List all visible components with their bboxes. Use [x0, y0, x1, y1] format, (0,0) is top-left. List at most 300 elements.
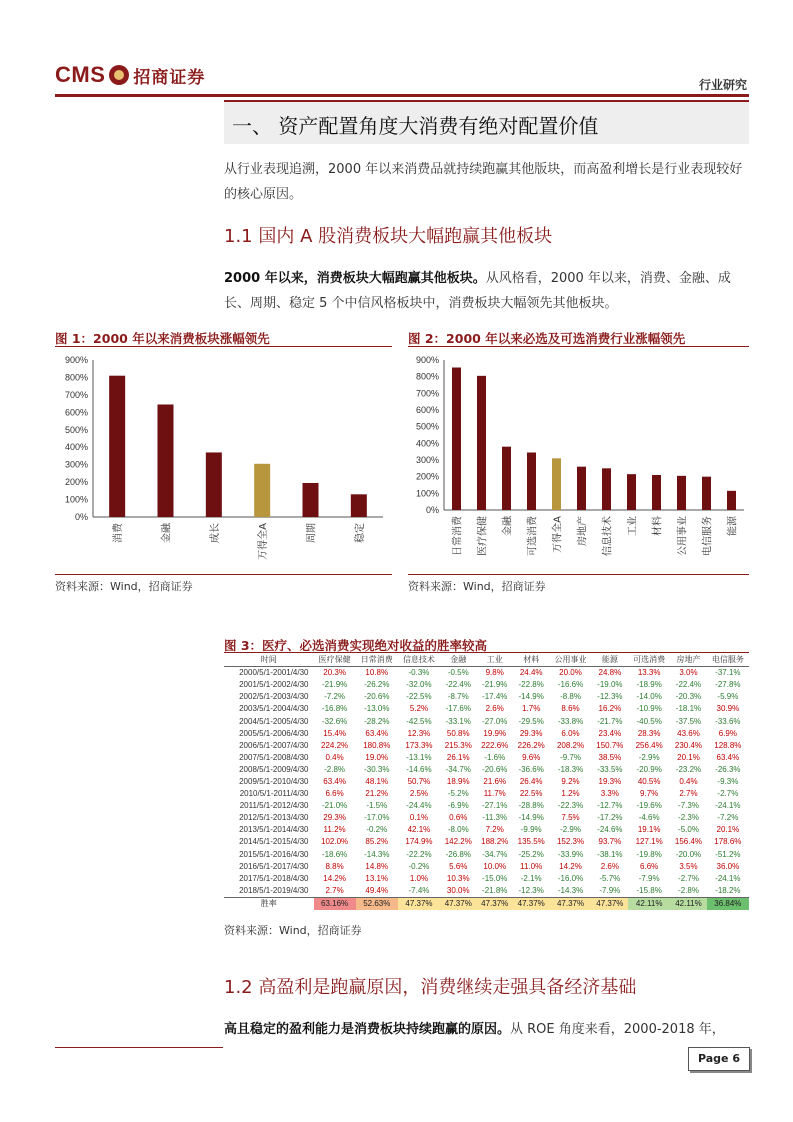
- table-row: [224, 715, 749, 727]
- x-category-label: 金融: [161, 523, 173, 543]
- return-cell: 20.1%: [677, 752, 700, 762]
- bar: [577, 467, 586, 510]
- figure2-bottom-rule: [408, 574, 749, 575]
- return-cell: 49.4%: [365, 885, 389, 895]
- lead-text: 从风格看，2000 年以来，消费、金融、成长、周期、稳定 5 个中信风格板块中，消费板块大幅领先其他板块。: [224, 271, 731, 311]
- return-cell: -14.3%: [364, 849, 390, 859]
- return-cell: -20.9%: [636, 764, 662, 774]
- return-cell: -11.3%: [482, 813, 508, 823]
- return-cell: -30.3%: [364, 764, 390, 774]
- figure2-bar-chart: [408, 350, 749, 575]
- win-rate-label: 胜率: [224, 897, 314, 910]
- return-cell: 0.6%: [449, 813, 468, 823]
- x-category-label: 可选消费: [527, 516, 539, 556]
- return-cell: 230.4%: [674, 740, 703, 750]
- x-category-label: 万得全A: [552, 516, 564, 553]
- table-row: [224, 824, 749, 836]
- period-cell: 2005/5/1-2006/4/30: [239, 728, 309, 738]
- y-tick-label: 100%: [64, 494, 88, 505]
- return-cell: -21.0%: [321, 801, 348, 811]
- y-tick-label: 700%: [64, 389, 88, 400]
- return-cell: -2.3%: [678, 813, 699, 823]
- bar: [351, 494, 367, 517]
- return-cell: -14.6%: [406, 764, 432, 774]
- return-cell: 226.2%: [517, 740, 545, 750]
- y-tick-label: 700%: [415, 388, 439, 399]
- lead-bold-text: 2000 年以来，消费板块大幅跑赢其他板块。: [224, 271, 486, 286]
- return-cell: -4.6%: [638, 813, 660, 823]
- period-cell: 2003/5/1-2004/4/30: [239, 704, 309, 714]
- return-cell: -29.5%: [518, 716, 544, 726]
- return-cell: 20.3%: [323, 668, 346, 678]
- return-cell: 6.6%: [640, 861, 659, 871]
- y-tick-label: 600%: [64, 407, 88, 418]
- column-header: 医疗保健: [314, 654, 356, 667]
- return-cell: -2.9%: [560, 825, 581, 835]
- bar: [206, 452, 222, 517]
- return-cell: 2.5%: [409, 789, 429, 799]
- return-cell: -2.9%: [638, 752, 660, 762]
- return-cell: 29.3%: [519, 728, 543, 738]
- page-number: Page 6: [688, 1047, 750, 1071]
- figure2-rule: [408, 346, 749, 347]
- return-cell: 3.5%: [679, 861, 698, 871]
- column-header-period: 时间: [224, 654, 314, 667]
- figure3-rule: [224, 652, 749, 653]
- bar: [502, 447, 511, 510]
- return-cell: -33.6%: [715, 716, 741, 726]
- x-category-label: 稳定: [354, 523, 366, 543]
- table-row: [224, 740, 749, 752]
- return-cell: 127.1%: [635, 837, 663, 847]
- table-row: [224, 849, 749, 861]
- intro-paragraph: 从行业表现追溯，2000 年以来消费品就持续跑赢其他版块，而高盈利增长是行业表现较好的核心原因。: [224, 162, 743, 202]
- return-cell: -9.3%: [717, 776, 739, 786]
- return-cell: 8.6%: [561, 704, 580, 714]
- return-cell: 28.3%: [637, 728, 661, 738]
- column-header: 公用事业: [549, 654, 591, 667]
- win-rate-cell: 47.37%: [398, 897, 440, 910]
- return-cell: 2.6%: [600, 861, 619, 871]
- y-tick-label: 400%: [415, 438, 439, 449]
- return-cell: -34.7%: [445, 764, 471, 774]
- return-cell: -20.6%: [364, 692, 390, 702]
- return-cell: 48.1%: [365, 776, 389, 786]
- table-row: [224, 667, 749, 680]
- return-cell: -23.2%: [675, 764, 702, 774]
- return-cell: -21.7%: [597, 716, 623, 726]
- return-cell: 14.2%: [559, 861, 582, 871]
- period-cell: 2013/5/1-2014/4/30: [239, 825, 309, 835]
- figure2-title: 图 2：2000 年以来必选及可选消费行业涨幅领先: [408, 331, 686, 346]
- return-cell: -2.7%: [678, 873, 699, 883]
- return-cell: -19.0%: [597, 680, 623, 690]
- bar: [254, 464, 270, 517]
- x-category-label: 万得全A: [258, 523, 270, 560]
- column-header: 电信服务: [707, 654, 749, 667]
- return-cell: -26.2%: [364, 680, 390, 690]
- return-cell: 93.7%: [598, 837, 622, 847]
- figure1-bar-chart: [55, 350, 392, 575]
- win-rate-cell: 42.11%: [628, 897, 670, 910]
- return-cell: -17.4%: [482, 692, 508, 702]
- return-cell: 12.3%: [407, 728, 431, 738]
- bar: [702, 477, 711, 510]
- x-category-label: 成长: [209, 523, 221, 543]
- return-cell: 18.9%: [446, 776, 470, 786]
- return-cell: 152.3%: [556, 837, 585, 847]
- return-cell: 256.4%: [635, 740, 663, 750]
- return-cell: 50.8%: [446, 728, 470, 738]
- return-cell: 5.2%: [409, 704, 429, 714]
- return-cell: 208.2%: [556, 740, 585, 750]
- win-rate-cell: 47.37%: [440, 897, 476, 910]
- return-cell: 43.6%: [677, 728, 700, 738]
- table-row: [224, 703, 749, 715]
- return-cell: 20.0%: [559, 668, 582, 678]
- return-cell: -2.8%: [324, 764, 346, 774]
- bar: [727, 491, 736, 510]
- return-cell: -19.6%: [636, 801, 662, 811]
- return-cell: -14.0%: [636, 692, 662, 702]
- return-cell: -22.8%: [518, 680, 544, 690]
- return-cell: -20.3%: [675, 692, 702, 702]
- return-cell: 1.7%: [522, 704, 541, 714]
- return-cell: -5.9%: [717, 692, 739, 702]
- win-rate-row: [224, 897, 749, 910]
- return-cell: 0.1%: [409, 813, 429, 823]
- return-cell: -10.9%: [636, 704, 662, 714]
- return-cell: -13.0%: [364, 704, 390, 714]
- return-cell: 63.4%: [323, 776, 346, 786]
- return-cell: 13.3%: [637, 668, 661, 678]
- return-cell: 174.9%: [405, 837, 433, 847]
- y-tick-label: 300%: [415, 455, 439, 465]
- return-cell: 2.7%: [325, 885, 344, 895]
- return-cell: 135.5%: [517, 837, 545, 847]
- logo-chinese: 招商证券: [133, 67, 206, 88]
- bar: [652, 475, 661, 510]
- column-header: 可选消费: [628, 654, 670, 667]
- return-cell: -37.5%: [675, 716, 702, 726]
- figure1-source: 资料来源：Wind，招商证券: [55, 580, 193, 593]
- column-header: 信息技术: [398, 654, 440, 667]
- return-cell: -34.7%: [482, 849, 508, 859]
- return-cell: -24.6%: [597, 825, 623, 835]
- x-category-label: 日常消费: [452, 516, 464, 556]
- subsection-title-1-2: 1.2 高盈利是跑赢原因，消费继续走强具备经济基础: [224, 977, 637, 998]
- period-cell: 2004/5/1-2005/4/30: [239, 716, 309, 726]
- return-cell: -14.9%: [518, 692, 544, 702]
- x-category-label: 公用事业: [677, 516, 689, 556]
- return-cell: 21.6%: [483, 776, 507, 786]
- bar: [452, 368, 461, 511]
- column-header: 房地产: [670, 654, 706, 667]
- table-row: [224, 776, 749, 788]
- return-cell: 102.0%: [321, 837, 349, 847]
- return-cell: 63.4%: [716, 752, 740, 762]
- return-cell: 13.1%: [365, 873, 389, 883]
- return-cell: 11.7%: [483, 789, 506, 799]
- return-cell: 50.7%: [407, 776, 431, 786]
- period-cell: 2002/5/1-2003/4/30: [239, 692, 309, 702]
- return-cell: -33.8%: [557, 716, 584, 726]
- return-cell: 26.4%: [519, 776, 543, 786]
- column-header: 工业: [477, 654, 513, 667]
- return-cell: -16.6%: [557, 680, 584, 690]
- table-row: [224, 788, 749, 800]
- return-cell: -0.2%: [408, 861, 430, 871]
- return-cell: -22.3%: [557, 801, 584, 811]
- return-cell: -7.9%: [638, 873, 660, 883]
- return-cell: 19.1%: [637, 825, 661, 835]
- return-cell: 0.4%: [325, 752, 344, 762]
- lead-bold-text-2: 高且稳定的盈利能力是消费板块持续跑赢的原因。: [224, 1022, 511, 1037]
- y-tick-label: 200%: [415, 471, 439, 482]
- return-cell: -27.1%: [482, 801, 508, 811]
- x-category-label: 信息技术: [602, 516, 614, 556]
- return-cell: 3.0%: [679, 668, 698, 678]
- return-cell: 9.8%: [485, 668, 504, 678]
- return-cell: -24.1%: [715, 801, 741, 811]
- return-cell: 26.1%: [446, 752, 470, 762]
- return-cell: -5.7%: [599, 873, 621, 883]
- figure2-source: 资料来源：Wind，招商证券: [408, 580, 546, 593]
- return-cell: -21.9%: [482, 680, 508, 690]
- figure3-title: 图 3：医疗、必选消费实现绝对收益的胜率较高: [224, 638, 488, 653]
- return-cell: 10.8%: [365, 668, 389, 678]
- bar: [477, 376, 486, 510]
- y-tick-label: 100%: [415, 488, 439, 499]
- section-title: 一、 资产配置角度大消费有绝对配置价值: [232, 114, 599, 138]
- return-cell: -18.6%: [321, 849, 348, 859]
- period-cell: 2018/5/1-2019/4/30: [239, 885, 309, 895]
- figure1-bottom-rule: [55, 574, 392, 575]
- period-cell: 2010/5/1-2011/4/30: [239, 789, 309, 799]
- bar: [627, 474, 636, 510]
- return-cell: -27.8%: [715, 680, 741, 690]
- return-cell: 36.0%: [716, 861, 740, 871]
- figure3-source: 资料来源：Wind，招商证券: [224, 924, 362, 937]
- return-cell: -0.5%: [447, 668, 469, 678]
- return-cell: 3.3%: [600, 789, 619, 799]
- return-cell: 14.8%: [365, 861, 389, 871]
- return-cell: -18.1%: [675, 704, 702, 714]
- bar: [677, 476, 686, 510]
- return-cell: -9.7%: [560, 752, 581, 762]
- return-cell: 5.6%: [449, 861, 468, 871]
- win-rate-cell: 63.16%: [314, 897, 356, 910]
- return-cell: -18.9%: [636, 680, 662, 690]
- logo-emblem-icon: [109, 65, 129, 85]
- return-cell: 2.6%: [485, 704, 504, 714]
- return-cell: -21.9%: [321, 680, 348, 690]
- return-cell: -2.7%: [717, 789, 739, 799]
- period-cell: 2007/5/1-2008/4/30: [239, 752, 309, 762]
- return-cell: 6.9%: [718, 728, 737, 738]
- lead-text-2: 从 ROE 角度来看，2000-2018 年，: [510, 1022, 725, 1037]
- return-cell: 24.8%: [598, 668, 622, 678]
- win-rate-cell: 47.37%: [592, 897, 628, 910]
- return-cell: 173.3%: [405, 740, 433, 750]
- return-cell: 19.9%: [483, 728, 507, 738]
- column-header: 金融: [440, 654, 476, 667]
- return-cell: 15.4%: [323, 728, 346, 738]
- y-tick-label: 200%: [64, 477, 88, 488]
- bar: [109, 376, 125, 517]
- return-cell: -28.2%: [364, 716, 390, 726]
- column-header: 材料: [513, 654, 549, 667]
- return-cell: -19.8%: [636, 849, 662, 859]
- table-row: [224, 812, 749, 824]
- return-cell: -1.6%: [484, 752, 506, 762]
- return-cell: -8.0%: [447, 825, 469, 835]
- return-cell: -37.1%: [715, 668, 741, 678]
- return-cell: 1.0%: [409, 873, 429, 883]
- bar: [303, 483, 319, 517]
- return-cell: -26.8%: [445, 849, 471, 859]
- return-cell: -32.0%: [406, 680, 432, 690]
- win-rate-cell: 47.37%: [513, 897, 549, 910]
- win-rate-cell: 42.11%: [670, 897, 706, 910]
- return-cell: 7.2%: [485, 825, 504, 835]
- return-cell: 9.7%: [640, 789, 659, 799]
- return-cell: 1.2%: [561, 789, 580, 799]
- return-cell: -12.3%: [518, 885, 544, 895]
- return-cell: 2.7%: [679, 789, 698, 799]
- table-row: [224, 861, 749, 873]
- return-cell: 222.6%: [481, 740, 509, 750]
- return-cell: 10.0%: [483, 861, 507, 871]
- period-cell: 2011/5/1-2012/4/30: [239, 801, 309, 811]
- return-cell: 9.6%: [522, 752, 541, 762]
- return-cell: -0.3%: [408, 668, 430, 678]
- report-type-tag: 行业研究: [698, 78, 747, 92]
- table-row: [224, 836, 749, 848]
- subsection-title-1-1: 1.1 国内 A 股消费板块大幅跑赢其他板块: [224, 226, 553, 247]
- x-category-label: 医疗保健: [477, 516, 489, 556]
- return-cell: -26.3%: [715, 764, 741, 774]
- return-cell: -14.9%: [518, 813, 544, 823]
- return-cell: -17.0%: [364, 813, 390, 823]
- returns-table: [224, 654, 749, 910]
- bar: [158, 404, 174, 517]
- return-cell: -17.2%: [597, 813, 623, 823]
- y-tick-label: 900%: [415, 355, 439, 365]
- return-cell: -12.3%: [597, 692, 623, 702]
- header-rule: [55, 94, 749, 97]
- x-category-label: 周期: [306, 523, 318, 543]
- return-cell: -22.5%: [406, 692, 432, 702]
- y-tick-label: 300%: [64, 459, 88, 470]
- return-cell: 30.9%: [716, 704, 740, 714]
- period-cell: 2009/5/1-2010/4/30: [239, 776, 309, 786]
- return-cell: -27.0%: [482, 716, 508, 726]
- return-cell: 0.4%: [679, 776, 698, 786]
- return-cell: -13.1%: [406, 752, 432, 762]
- return-cell: 6.6%: [325, 789, 344, 799]
- table-row: [224, 885, 749, 898]
- y-tick-label: 400%: [64, 442, 88, 453]
- return-cell: 11.2%: [323, 825, 346, 835]
- return-cell: -33.1%: [445, 716, 471, 726]
- x-category-label: 材料: [652, 516, 664, 536]
- figure3-table-wrapper: [224, 654, 749, 910]
- table-row: [224, 873, 749, 885]
- return-cell: 14.2%: [323, 873, 346, 883]
- return-cell: -5.2%: [447, 789, 469, 799]
- y-tick-label: 900%: [64, 355, 88, 365]
- return-cell: -36.6%: [518, 764, 544, 774]
- return-cell: 63.4%: [365, 728, 389, 738]
- y-tick-label: 500%: [64, 424, 88, 435]
- x-category-label: 电信服务: [702, 516, 714, 556]
- company-logo: [55, 60, 205, 90]
- return-cell: 215.3%: [444, 740, 472, 750]
- return-cell: -8.8%: [560, 692, 581, 702]
- return-cell: -22.4%: [445, 680, 471, 690]
- return-cell: -22.4%: [675, 680, 702, 690]
- return-cell: 24.4%: [519, 668, 543, 678]
- return-cell: -28.8%: [518, 801, 544, 811]
- return-cell: -7.3%: [678, 801, 699, 811]
- return-cell: -18.3%: [557, 764, 584, 774]
- table-row: [224, 764, 749, 776]
- return-cell: 6.0%: [561, 728, 580, 738]
- subsection-paragraph-1-1: [224, 266, 749, 316]
- period-cell: 2015/5/1-2016/4/30: [239, 849, 309, 859]
- return-cell: -25.2%: [518, 849, 544, 859]
- logo-latin: CMS: [55, 62, 106, 87]
- return-cell: -1.5%: [366, 801, 388, 811]
- return-cell: -9.9%: [520, 825, 542, 835]
- return-cell: 128.8%: [714, 740, 742, 750]
- y-tick-label: 500%: [415, 421, 439, 432]
- return-cell: -33.9%: [557, 849, 584, 859]
- return-cell: -7.4%: [408, 885, 430, 895]
- period-cell: 2008/5/1-2009/4/30: [239, 764, 309, 774]
- win-rate-cell: 47.37%: [477, 897, 513, 910]
- win-rate-cell: 36.84%: [707, 897, 749, 910]
- period-cell: 2016/5/1-2017/4/30: [239, 861, 309, 871]
- return-cell: 156.4%: [674, 837, 703, 847]
- return-cell: -15.8%: [636, 885, 662, 895]
- return-cell: 224.2%: [321, 740, 349, 750]
- return-cell: -24.4%: [406, 801, 432, 811]
- return-cell: -7.2%: [324, 692, 346, 702]
- return-cell: 180.8%: [363, 740, 391, 750]
- win-rate-cell: 52.63%: [356, 897, 398, 910]
- return-cell: -18.2%: [715, 885, 741, 895]
- bar: [552, 458, 561, 510]
- table-row: [224, 691, 749, 703]
- table-row: [224, 728, 749, 740]
- y-tick-label: 0%: [74, 512, 88, 522]
- return-cell: -32.6%: [321, 716, 348, 726]
- return-cell: -7.2%: [717, 813, 739, 823]
- section-heading: [224, 100, 749, 144]
- return-cell: -40.5%: [636, 716, 662, 726]
- return-cell: 40.5%: [637, 776, 661, 786]
- return-cell: 29.3%: [323, 813, 346, 823]
- return-cell: -0.2%: [366, 825, 388, 835]
- return-cell: 10.3%: [446, 873, 470, 883]
- return-cell: 178.6%: [714, 837, 742, 847]
- bar: [527, 453, 536, 511]
- return-cell: -16.8%: [321, 704, 348, 714]
- return-cell: -17.6%: [445, 704, 471, 714]
- return-cell: 11.0%: [520, 861, 543, 871]
